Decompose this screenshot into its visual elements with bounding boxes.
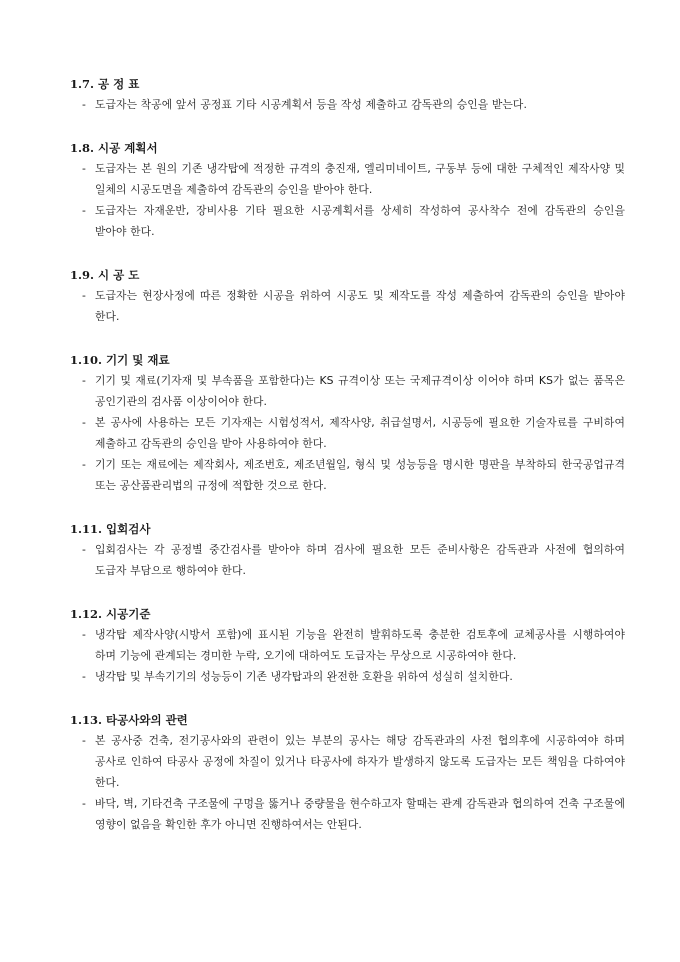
item-text: 냉각탑 및 부속기기의 성능등이 기존 냉각탑과의 완전한 호환을 위하여 성실히 설치한다.	[95, 670, 513, 683]
bullet-dash: -	[82, 670, 86, 683]
item-list	[70, 285, 625, 327]
item-list	[70, 730, 625, 835]
section	[70, 265, 625, 327]
bullet-dash: -	[82, 374, 86, 387]
list-item	[70, 624, 625, 666]
list-item	[70, 539, 625, 581]
item-text: 바닥, 벽, 기타건축 구조물에 구멍을 뚫거나 중량물을 현수하고자 할때는 관계 감독관과 협의하여 건축 구조물에 영향이 없음을 확인한 후가 아니면 진행하여서는 안된다.	[95, 797, 625, 831]
item-text: 입회검사는 각 공정별 중간검사를 받아야 하며 검사에 필요한 모든 준비사항은 감독관과 사전에 협의하여 도급자 부담으로 행하여야 한다.	[95, 543, 625, 577]
bullet-dash: -	[82, 416, 86, 429]
section	[70, 350, 625, 496]
document-page	[70, 74, 625, 858]
item-text: 기기 또는 재료에는 제작회사, 제조번호, 제조년월일, 형식 및 성능등을 명시한 명판을 부착하되 한국공업규격 또는 공산품관리법의 규정에 적합한 것으로 한다.	[95, 458, 625, 492]
item-text: 도급자는 자재운반, 장비사용 기타 필요한 시공계획서를 상세히 작성하여 공사착수 전에 감독관의 승인을 받아야 한다.	[95, 204, 625, 238]
section	[70, 710, 625, 835]
item-text: 본 공사중 건축, 전기공사와의 관련이 있는 부분의 공사는 해당 감독관과의 사전 협의후에 시공하여야 하며 공사로 인하여 타공사 공정에 차질이 있거나 타공사에 하자가 발생하지 않도록 도급자는 모든 책임을 다하여야 한다.	[95, 734, 625, 789]
item-text: 본 공사에 사용하는 모든 기자재는 시험성적서, 제작사양, 취급설명서, 시공등에 필요한 기술자료를 구비하여 제출하고 감독관의 승인을 받아 사용하여야 한다.	[95, 416, 625, 450]
section	[70, 604, 625, 687]
bullet-dash: -	[82, 543, 86, 556]
bullet-dash: -	[82, 204, 86, 217]
list-item	[70, 793, 625, 835]
item-text: 도급자는 본 원의 기존 냉각탑에 적정한 규격의 충진재, 엘리미네이트, 구동부 등에 대한 구체적인 제작사양 및 일체의 시공도면을 제출하여 감독관의 승인을 받아야 한다.	[95, 162, 625, 196]
section	[70, 74, 625, 115]
list-item	[70, 285, 625, 327]
bullet-dash: -	[82, 797, 86, 810]
list-item	[70, 200, 625, 242]
list-item	[70, 666, 625, 687]
section-title: 1.12. 시공기준	[70, 607, 151, 621]
item-list	[70, 539, 625, 581]
item-list	[70, 158, 625, 242]
section	[70, 138, 625, 242]
item-text: 기기 및 재료(기자재 및 부속품을 포함한다)는 KS 규격이상 또는 국제규격이상 이어야 하며 KS가 없는 품목은 공인기관의 검사품 이상이어야 한다.	[95, 374, 625, 408]
section-title: 1.9. 시 공 도	[70, 268, 140, 282]
item-text: 냉각탑 제작사양(시방서 포함)에 표시된 기능을 완전히 발휘하도록 충분한 검토후에 교체공사를 시행하여야 하며 기능에 관계되는 경미한 누락, 오기에 대하여도 도급자는 무상으로 시공하여야 한다.	[95, 628, 625, 662]
list-item	[70, 94, 625, 115]
section-list	[70, 74, 625, 835]
section-title: 1.11. 입회검사	[70, 522, 151, 536]
section-title: 1.7. 공 정 표	[70, 77, 140, 91]
section-title: 1.8. 시공 계획서	[70, 141, 158, 155]
list-item	[70, 730, 625, 793]
item-text: 도급자는 현장사정에 따른 정확한 시공을 위하여 시공도 및 제작도를 작성 제출하여 감독관의 승인을 받아야 한다.	[95, 289, 625, 323]
list-item	[70, 370, 625, 412]
bullet-dash: -	[82, 162, 86, 175]
section-title: 1.10. 기기 및 재료	[70, 353, 170, 367]
list-item	[70, 454, 625, 496]
bullet-dash: -	[82, 289, 86, 302]
item-list	[70, 624, 625, 687]
bullet-dash: -	[82, 98, 86, 111]
bullet-dash: -	[82, 628, 86, 641]
bullet-dash: -	[82, 734, 86, 747]
list-item	[70, 412, 625, 454]
item-list	[70, 94, 625, 115]
bullet-dash: -	[82, 458, 86, 471]
section-title: 1.13. 타공사와의 관련	[70, 713, 188, 727]
list-item	[70, 158, 625, 200]
item-text: 도급자는 착공에 앞서 공정표 기타 시공계획서 등을 작성 제출하고 감독관의 승인을 받는다.	[95, 98, 527, 111]
item-list	[70, 370, 625, 496]
section	[70, 519, 625, 581]
